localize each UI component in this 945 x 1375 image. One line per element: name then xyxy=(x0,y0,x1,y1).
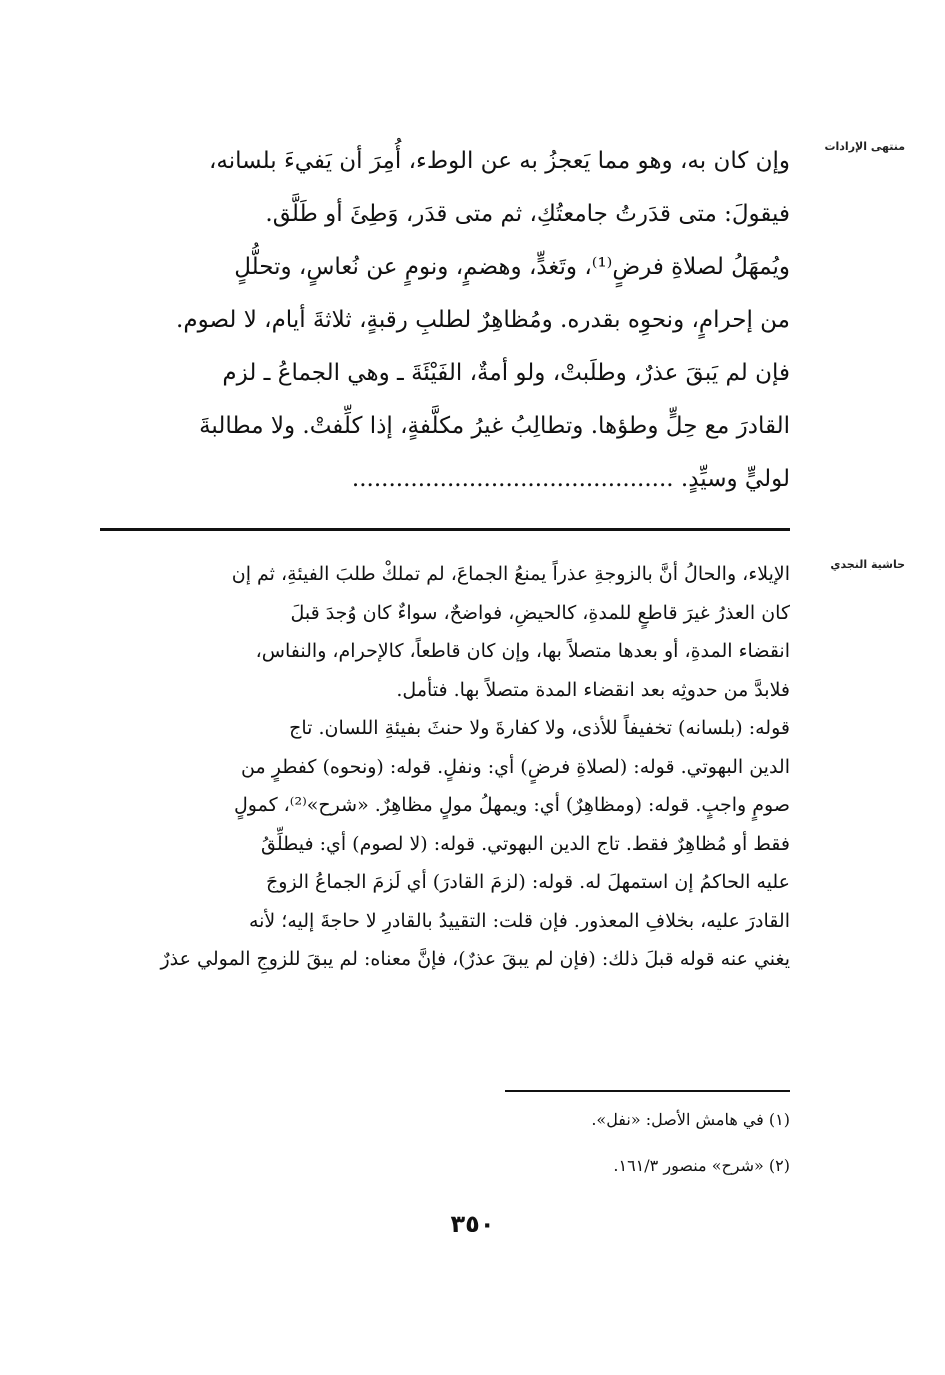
section-divider xyxy=(100,528,790,531)
matn-line: فإن لم يَبقَ عذرٌ، وطلَبتْ، ولو أمةٌ، الفَيْئَةَ ـ وهي الجماعُ ـ لزم xyxy=(222,360,790,386)
hashiya-line: كان العذرُ غيرَ قاطعٍ للمدةِ، كالحيضِ، فواضحٌ، سواءٌ كان وُجدَ قبلَ xyxy=(290,601,790,624)
hashiya-line: يغني عنه قوله قبلَ ذلك: (فإن لم يبقَ عذرٌ)، فإنَّ معناه: لم يبقَ للزوجِ المولي عذرٌ xyxy=(160,948,790,970)
hashiya-line: الدين البهوتي. قوله: (لصلاةِ فرضٍ) أي: ونفلٍ. قوله: (ونحوه) كفطرٍ من xyxy=(241,755,790,778)
page-number: ٣٥٠ xyxy=(450,1210,495,1238)
hashiya-line: فلابدَّ من حدوثِه بعد انقضاء المدة متصلاً بها. فتأمل. xyxy=(396,678,790,701)
hashiya-side-label: حاشية النجدي xyxy=(830,558,905,571)
hashiya-line: عليه الحاكمُ إن استمهلَ له. قوله: (لزمَ القادرَ) أي لَزمَ الجماعُ الزوجَ xyxy=(266,871,790,893)
hashiya-line: الإيلاء، والحالُ أنَّ بالزوجةِ عذراً يمنعُ الجماعَ، لم تملكْ طلبَ الفيئةِ، ثم إن xyxy=(231,563,790,585)
footnote-divider xyxy=(505,1090,790,1092)
matn-line: ويُمهَلُ لصلاةِ فرضٍ⁽¹⁾، وتَغدٍّ، وهضمٍ، ونومٍ عن نُعاسٍ، وتحلُّلٍ xyxy=(234,254,790,280)
matn-line: وإن كان به، وهو مما يَعجزُ به عن الوطء، أُمِرَ أن يَفيءَ بلسانه، xyxy=(208,148,790,174)
hashiya-text-block xyxy=(100,555,790,979)
hashiya-line: القادرَ عليه، بخلافِ المعذور. فإن قلت: التقييدُ بالقادرِ لا حاجةَ إليه؛ لأنه xyxy=(248,909,790,932)
matn-line: فيقولَ: متى قدَرتُ جامعتُكِ، ثم متى قدَر، وَطِئَ أو طَلَّق. xyxy=(265,201,790,227)
hashiya-line: صومٍ واجبٍ. قوله: (ومظاهِرٌ) أي: ويمهلُ مولٍ مظاهِرٌ. «شرح»⁽²⁾، كمولٍ xyxy=(233,794,790,816)
footnote: (٢) «شرح» منصور ١٦١/٣. xyxy=(613,1156,790,1175)
matn-side-label: منتهى الإرادات xyxy=(824,140,905,153)
hashiya-line: قوله: (بلسانه) تخفيفاً للأذى، ولا كفارةَ ولا حنثَ بفيئةِ اللسان. تاج xyxy=(289,717,790,739)
footnotes xyxy=(100,1097,790,1189)
matn-text-block xyxy=(100,135,790,506)
matn-line: لوليٍّ وسيِّدٍ. ............................................ xyxy=(351,466,790,492)
matn-line: من إحرامٍ، ونحوِه بقدره. ومُظاهِرٌ لطلبِ رقبةٍ، ثلاثةَ أيام، لا لصوم. xyxy=(176,307,790,333)
matn-line: القادرَ مع حِلٍّ وطؤها. وتطالِبُ غيرُ مكلَّفةٍ، إذا كلِّفتْ. ولا مطالبةَ xyxy=(199,413,790,439)
hashiya-line: فقط أو مُظاهِرٌ فقط. تاج الدين البهوتي. قوله: (لا لصوم) أي: فيطلِّقُ xyxy=(261,832,790,855)
footnote: (١) في هامش الأصل: «نفل». xyxy=(591,1110,790,1129)
hashiya-line: انقضاء المدةِ، أو بعدها متصلاً بها، وإن كان قاطعاً، كالإحرام، والنفاس، xyxy=(255,640,790,662)
